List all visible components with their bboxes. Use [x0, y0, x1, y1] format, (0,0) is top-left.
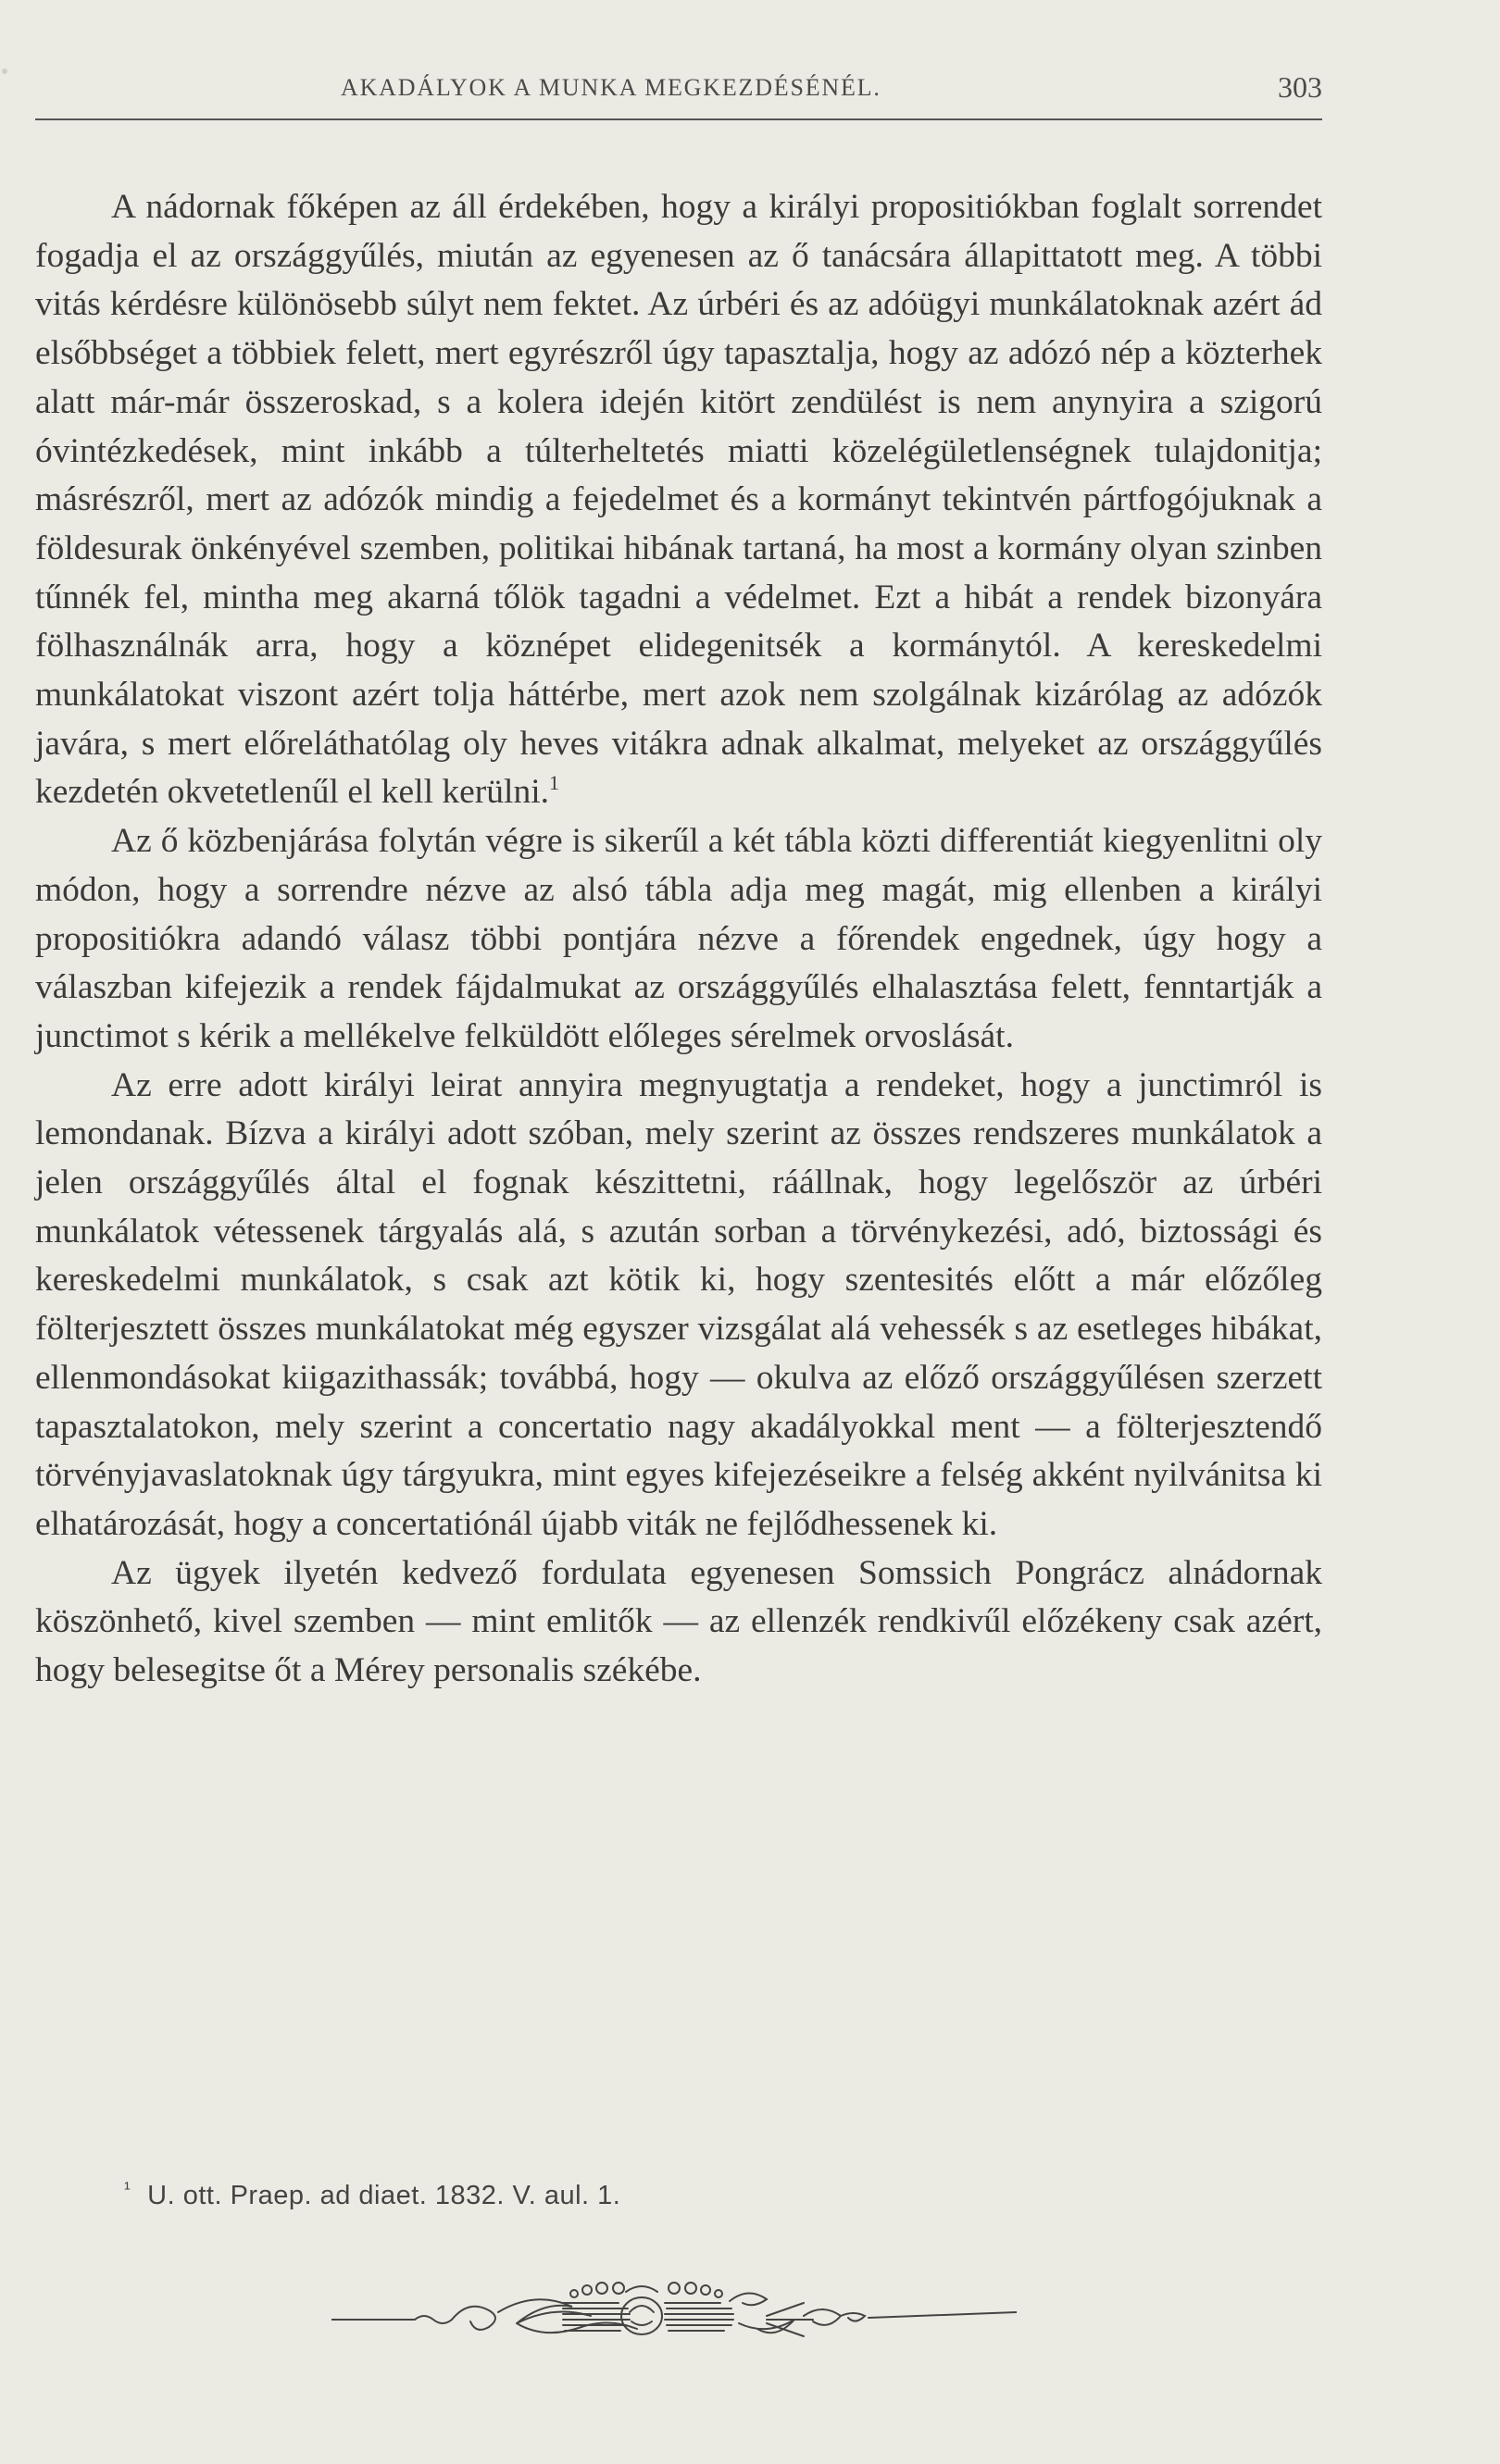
- page-speck: [2, 68, 7, 74]
- paragraph-1: [35, 183, 1322, 817]
- running-header: [35, 65, 1322, 115]
- paragraph-4: Az ügyek ilyetén kedvező fordulata egyenesen Somssich Pongrácz alnádornak köszönhető, kivel szemben — mint emlitők — az ellenzék rendkivűl előzékeny csak azért, hogy belesegitse őt a Mérey personalis székébe.: [35, 1553, 1322, 1690]
- decorative-vignette-icon: [331, 2275, 1017, 2349]
- footnote-reference: 1: [549, 771, 559, 795]
- header-rule: [35, 118, 1322, 120]
- body-text: [35, 183, 1322, 1696]
- paragraph-1-text: A nádornak főképen az áll érdekében, hogy a királyi propositiókban foglalt sorrendet fogadja el az országgyűlés, miután az egyenesen az ő tanácsára állapittatott meg. A többi vitás kérdésre különösebb súlyt nem fektet. Az úrbéri és az adóügyi munkálatoknak azért ád elsőbbséget a többiek felett, mert egyrészről úgy tapasztalja, hogy az adózó nép a közterhek alatt már-már összeroskad, s a kolera idején kitört zendülést is nem anynyira a szigorú óvintézkedések, mint inkább a túlterheltetés miatti közelégületlenségnek tulajdonitja; másrészről, mert az adózók mindig a fejedelmet és a kormányt tekintvén pártfogójuknak a földesurak önkényével szemben, politikai hibának tartaná, ha most a kormány olyan szinben tűnnék fel, mintha meg akarná tőlök tagadni a védelmet. Ezt a hibát a rendek bizonyára fölhasználnák arra, hogy a köznépet elidegenitsék a kormánytól. A kereskedelmi munkálatokat viszont azért tolja háttérbe, mert azok nem szolgálnak kizárólag az adózók javára, s mert előreláthatólag oly heves vitákra adnak alkalmat, melyeket az országgyűlés kezdetén okvetetlenűl el kell kerülni.: [35, 188, 1322, 812]
- page-number: 303: [1278, 70, 1322, 104]
- paragraph-2: Az ő közbenjárása folytán végre is sikerűl a két tábla közti differentiát kiegyenlitni oly módon, hogy a sorrendre nézve az alsó tábla adja meg magát, mig ellenben a királyi propositiókra adandó válasz többi pontjára nézve a főrendek engednek, úgy hogy a válaszban kifejezik a rendek fájdalmukat az országgyűlés elhalasztása felett, fenntartják a junctimot s kérik a mellékelve felküldött előleges sérelmek orvoslását.: [35, 822, 1322, 1055]
- footnote-mark: ¹: [124, 2179, 131, 2199]
- running-title: AKADÁLYOK A MUNKA MEGKEZDÉSÉNÉL.: [341, 74, 881, 101]
- paragraph-3: Az erre adott királyi leirat annyira megnyugtatja a rendeket, hogy a junctimról is lemondanak. Bízva a királyi adott szóban, mely szerint az összes rendszeres munkálatok a jelen országgyűlés által el fognak készittetni, ráállnak, hogy legelőször az úrbéri munkálatok vétessenek tárgyalás alá, s azután sorban a törvénykezési, adó, biztossági és kereskedelmi munkálatok, s csak azt kötik ki, hogy szentesités előtt a már előzőleg fölterjesztett összes munkálatokat még egyszer vizsgálat alá vehessék s az esetleges hibákat, ellenmondásokat kiigazithassák; továbbá, hogy — okulva az előző országgyűlésen szerzett tapasztalatokon, mely szerint a concertatio nagy akadályokkal ment — a fölterjesztendő törvényjavaslatoknak úgy tárgyukra, mint egyes kifejezéseikre a felség akként nyilvánitsa ki elhatározását, hogy a concertatiónál újabb viták ne fejlődhessenek ki.: [35, 1065, 1322, 1543]
- book-page: [35, 65, 1322, 2210]
- footnote: [124, 2179, 620, 2211]
- footnote-text: U. ott. Praep. ad diaet. 1832. V. aul. 1.: [147, 2181, 621, 2210]
